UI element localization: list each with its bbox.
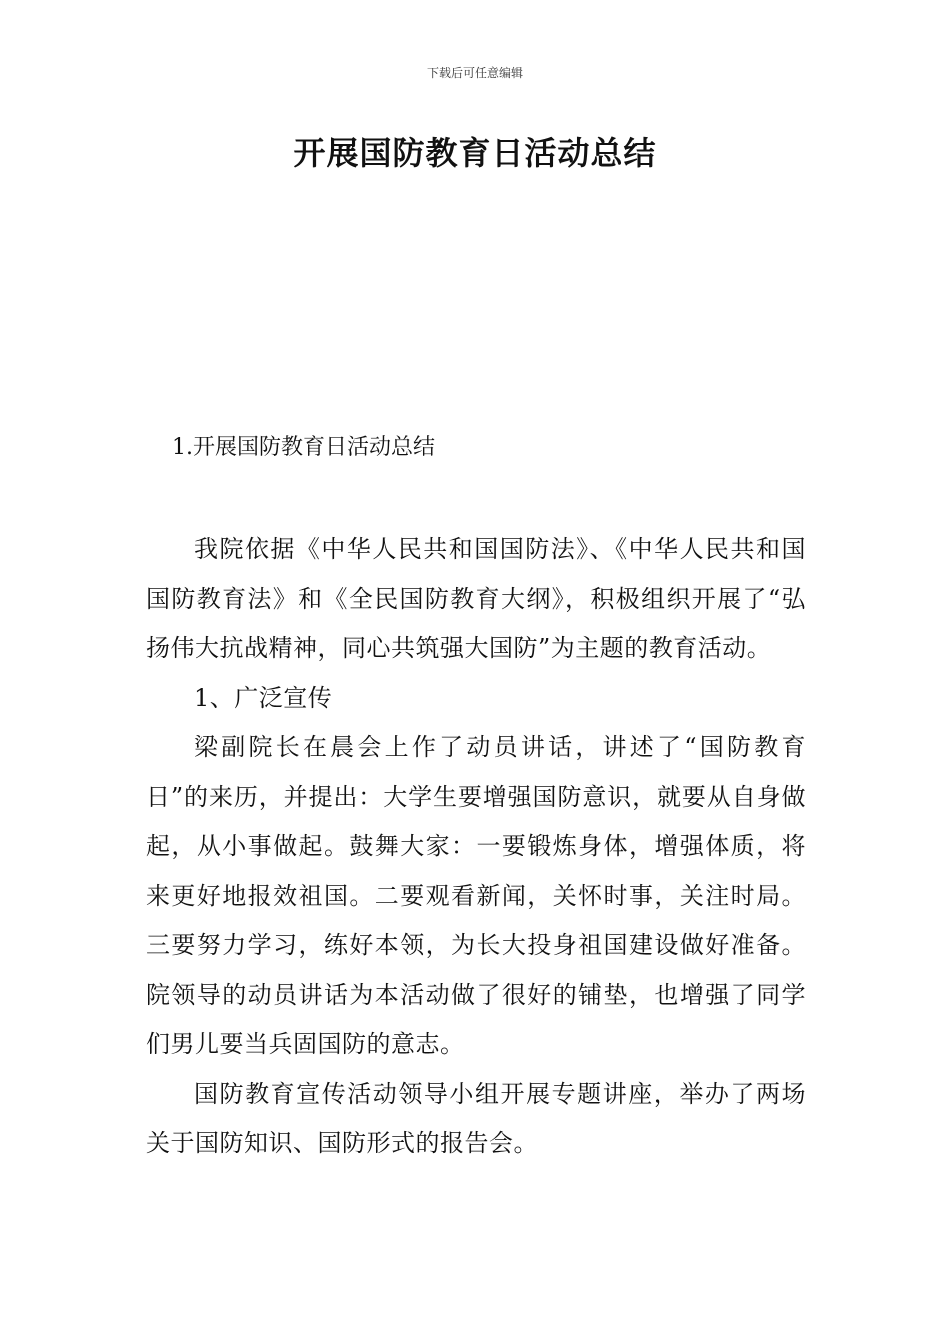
paragraph-speech: 梁副院长在晨会上作了动员讲话，讲述了“国防教育日”的来历，并提出：大学生要增强国防意识，就要从自身做起，从小事做起。鼓舞大家：一要锻炼身体，增强体质，将来更好地报效祖国。二要观看新闻，关怀时事，关注时局。三要努力学习，练好本领，为长大投身祖国建设做好准备。院领导的动员讲话为本活动做了很好的铺垫，也增强了同学们男儿要当兵固国防的意志。 bbox=[146, 733, 806, 1058]
body-text bbox=[146, 525, 806, 1169]
paragraph-lectures: 国防教育宣传活动领导小组开展专题讲座，举办了两场关于国防知识、国防形式的报告会。 bbox=[146, 1079, 806, 1157]
section-heading: 1.开展国防教育日活动总结 bbox=[172, 435, 435, 460]
document-title: 开展国防教育日活动总结 bbox=[293, 134, 657, 172]
header-note: 下载后可任意编辑 bbox=[426, 66, 523, 80]
paragraph-intro: 我院依据《中华人民共和国国防法》、《中华人民共和国国防教育法》和《全民国防教育大纲》，积极组织开展了“弘扬伟大抗战精神，同心共筑强大国防”为主题的教育活动。 bbox=[146, 535, 806, 662]
subheading-publicity: 1、广泛宣传 bbox=[194, 683, 333, 712]
